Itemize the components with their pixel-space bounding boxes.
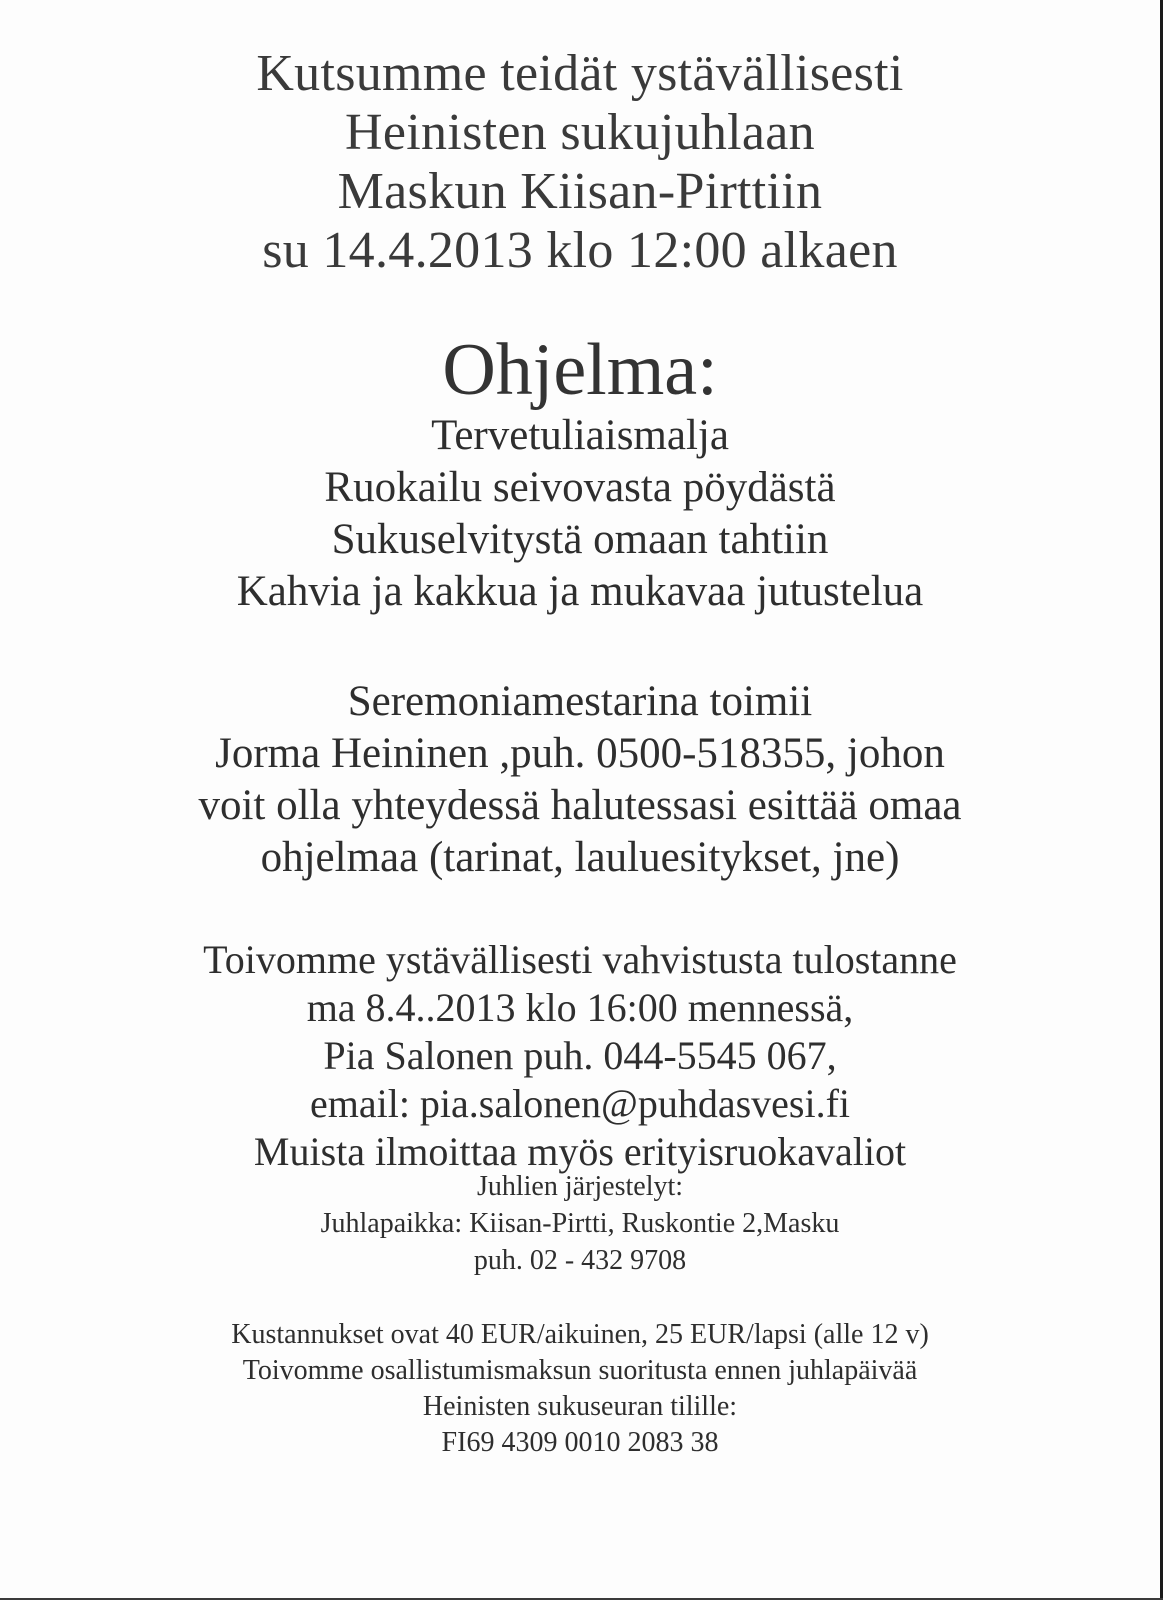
venue-address: Juhlapaikka: Kiisan-Pirtti, Ruskontie 2,Masku xyxy=(320,1208,840,1239)
bank-account-number: FI69 4309 0010 2083 38 xyxy=(441,1427,719,1458)
costs-line: Kustannukset ovat 40 EUR/aikuinen, 25 EUR/lapsi (alle 12 v) xyxy=(231,1319,929,1350)
ceremony-master-line: Seremoniamestarina toimii xyxy=(347,678,813,725)
program-list xyxy=(0,410,1160,618)
rsvp-contact-phone: Pia Salonen puh. 044-5545 067, xyxy=(323,1033,837,1078)
costs-line: Heinisten sukuseuran tilille: xyxy=(422,1391,738,1422)
rsvp-deadline: ma 8.4..2013 klo 16:00 mennessä, xyxy=(306,985,854,1030)
costs-line: Toivomme osallistumismaksun suoritusta ennen juhlapäivää xyxy=(242,1355,918,1386)
rsvp-contact-email: email: pia.salonen@puhdasvesi.fi xyxy=(309,1081,851,1126)
arrangements-heading: Juhlien järjestelyt: xyxy=(476,1171,684,1202)
invitation-line: Maskun Kiisan-Pirttiin xyxy=(337,163,823,220)
rsvp-diet-note: Muista ilmoittaa myös erityisruokavaliot xyxy=(253,1129,907,1174)
program-item: Tervetuliaismalja xyxy=(431,412,729,459)
venue-phone: puh. 02 - 432 9708 xyxy=(473,1245,687,1276)
ceremony-master-line: ohjelmaa (tarinat, lauluesitykset, jne) xyxy=(260,834,900,881)
program-heading xyxy=(0,326,1160,414)
program-item: Kahvia ja kakkua ja mukavaa jutustelua xyxy=(236,568,924,615)
program-item: Sukuselvitystä omaan tahtiin xyxy=(331,516,829,563)
ceremony-master-section xyxy=(0,676,1160,884)
ceremony-master-line: Jorma Heininen ,puh. 0500-518355, johon xyxy=(215,730,945,777)
ceremony-master-line: voit olla yhteydessä halutessasi esittää omaa xyxy=(198,782,962,829)
rsvp-line: Toivomme ystävällisesti vahvistusta tulostanne xyxy=(203,937,957,982)
program-title: Ohjelma: xyxy=(442,329,718,411)
program-item: Ruokailu seivovasta pöydästä xyxy=(324,464,836,511)
invitation-header xyxy=(0,44,1160,280)
invitation-line: Heinisten sukujuhlaan xyxy=(345,104,815,161)
invitation-line: Kutsumme teidät ystävällisesti xyxy=(256,45,904,102)
invitation-date-line: su 14.4.2013 klo 12:00 alkaen xyxy=(262,222,898,279)
rsvp-section xyxy=(0,936,1160,1176)
costs-section xyxy=(0,1317,1160,1461)
arrangements-section xyxy=(0,1168,1160,1279)
